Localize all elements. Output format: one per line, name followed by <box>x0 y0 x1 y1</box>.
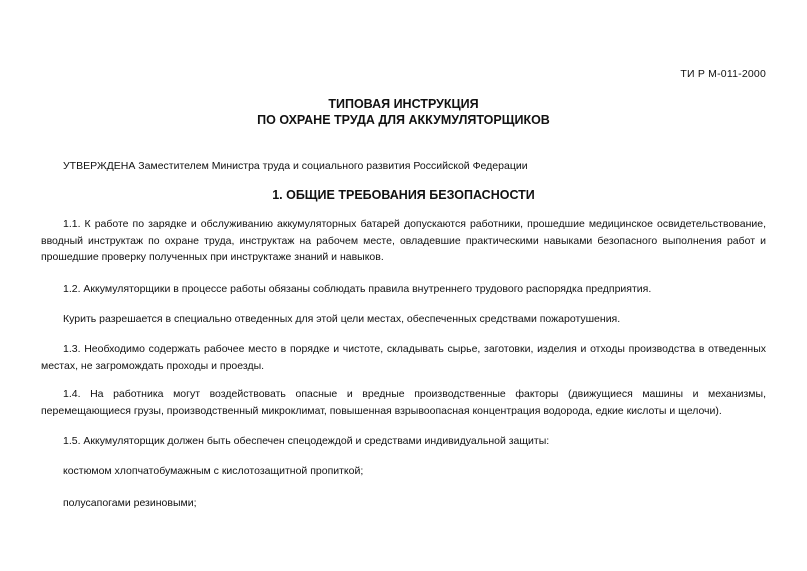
paragraph-1-1: 1.1. К работе по зарядке и обслуживанию аккумуляторных батарей допускаются работники, прошедшие медицинское освидетельствование, вводный инструктаж по охране труда, инструктаж на рабочем месте, овладевшие практическими навыками безопасного выполнения работ и прошедшие проверку полученных при инструктаже знаний и навыков. <box>41 218 766 263</box>
paragraph-smoking: Курить разрешается в специально отведенных для этой цели местах, обеспеченных средствами пожаротушения. <box>63 313 621 325</box>
section-heading: 1. ОБЩИЕ ТРЕБОВАНИЯ БЕЗОПАСНОСТИ <box>272 188 535 202</box>
paragraph-1-3: 1.3. Необходимо содержать рабочее место в порядке и чистоте, складывать сырье, заготовки, изделия и отходы производства в отведенных местах, не загромождать проходы и проезды. <box>41 343 766 372</box>
list-item: полусапогами резиновыми; <box>63 497 197 509</box>
paragraph-1-2: 1.2. Аккумуляторщики в процессе работы обязаны соблюдать правила внутреннего трудового распорядка предприятия. <box>63 283 652 295</box>
paragraph-1-5: 1.5. Аккумуляторщик должен быть обеспечен спецодеждой и средствами индивидуальной защиты: <box>63 435 550 447</box>
document-code: ТИ Р М-011-2000 <box>680 68 766 80</box>
paragraph-1-4: 1.4. На работника могут воздействовать опасные и вредные производственные факторы (движущиеся машины и механизмы, перемещающиеся грузы, производственный микроклимат, повышенная взрывоопасная концентрация водорода, едкие кислоты и щелочи). <box>41 388 766 417</box>
approval-statement: УТВЕРЖДЕНА Заместителем Министра труда и социального развития Российской Федерации <box>63 160 528 172</box>
document-title-line-1: ТИПОВАЯ ИНСТРУКЦИЯ <box>328 97 479 111</box>
document-title-line-2: ПО ОХРАНЕ ТРУДА ДЛЯ АККУМУЛЯТОРЩИКОВ <box>257 113 550 127</box>
list-item: костюмом хлопчатобумажным с кислотозащитной пропиткой; <box>63 465 364 477</box>
